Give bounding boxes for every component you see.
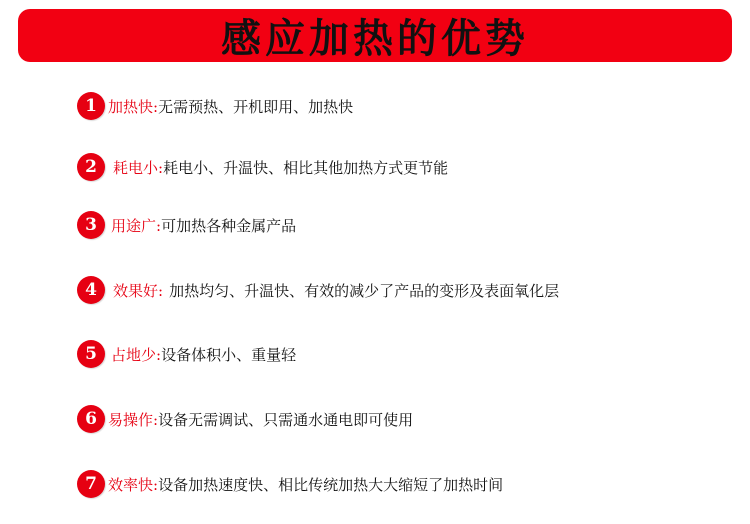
item-label: 效果好: (113, 281, 164, 300)
list-item (77, 211, 296, 239)
item-text: 无需预热、开机即用、加热快 (158, 97, 354, 116)
item-text: 耗电小、升温快、相比其他加热方式更节能 (163, 158, 449, 177)
list-item (77, 153, 448, 181)
item-number-badge: 6 (77, 405, 105, 433)
item-label: 耗电小: (113, 158, 164, 177)
item-text: 设备加热速度快、相比传统加热大大缩短了加热时间 (158, 475, 504, 494)
item-label: 易操作: (108, 410, 159, 429)
item-text: 可加热各种金属产品 (161, 216, 297, 235)
item-number-badge: 4 (77, 276, 105, 304)
item-number-badge: 3 (77, 211, 105, 239)
item-number-badge: 2 (77, 153, 105, 181)
item-label: 效率快: (108, 475, 159, 494)
item-text: 加热均匀、升温快、有效的减少了产品的变形及表面氧化层 (169, 281, 560, 300)
list-item (77, 405, 413, 433)
item-label: 占地少: (111, 345, 162, 364)
item-text: 设备体积小、重量轻 (161, 345, 297, 364)
item-label: 用途广: (111, 216, 162, 235)
list-item (77, 340, 296, 368)
page-title: 感应加热的优势 (221, 16, 529, 62)
list-item (77, 470, 503, 498)
item-number-badge: 1 (77, 92, 105, 120)
item-number-badge: 7 (77, 470, 105, 498)
title-banner (18, 9, 732, 62)
item-number-badge: 5 (77, 340, 105, 368)
list-item (77, 276, 559, 304)
list-item (77, 92, 353, 120)
item-label: 加热快: (108, 97, 159, 116)
item-text: 设备无需调试、只需通水通电即可使用 (158, 410, 414, 429)
